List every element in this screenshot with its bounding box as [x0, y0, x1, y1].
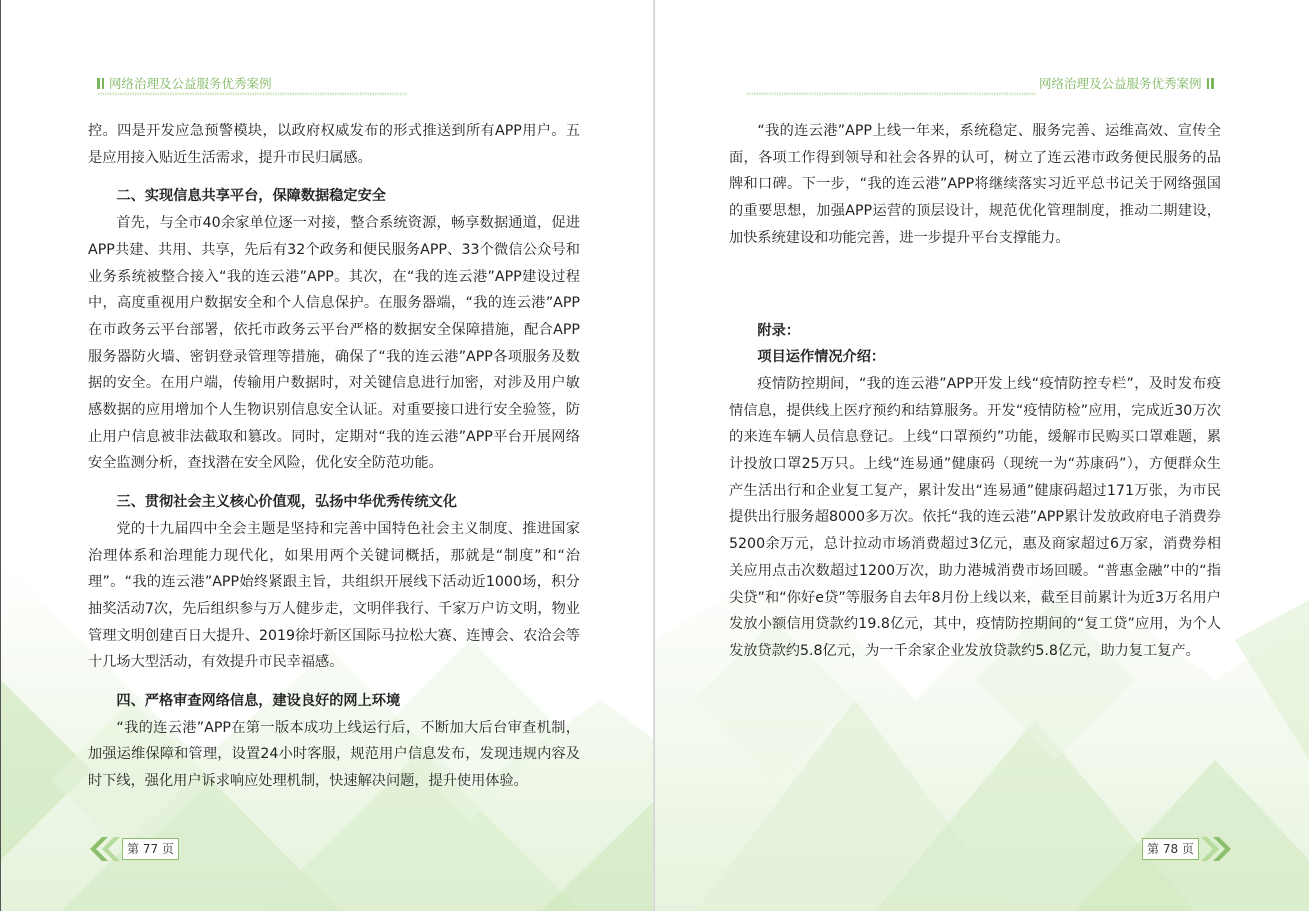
paragraph: “我的连云港”APP上线一年来，系统稳定、服务完善、运维高效、宣传全面，各项工作得到领导和社会各界的认可，树立了连云港市政务便民服务的品牌和口碑。下一步，“我的连云港”APP将继续落实习近平总书记关于网络强国的重要思想，加强APP运营的顶层设计，规范优化管理制度，推动二期建设，加快系统建设和功能完善，进一步提升平台支撑能力。 — [729, 123, 1221, 246]
right-body-text — [729, 118, 1221, 665]
paragraph: 控。四是开发应急预警模块，以政府权威发布的形式推送到所有APP用户。五是应用接入贴近生活需求，提升市民归属感。 — [88, 123, 580, 166]
appendix-label: 附录： — [757, 322, 800, 339]
header-bar-icon — [1211, 78, 1214, 89]
chevron-right-icon — [1199, 836, 1233, 862]
header-bar-icon — [97, 78, 100, 89]
page-number-left — [88, 836, 179, 862]
section-heading: 二、实现信息共享平台，保障数据稳定安全 — [116, 188, 386, 205]
header-dotted-rule: ›››››››››››››››››››››››››››››››››››››››››››››››››››››››››››››››››››››››››››››››››››››››››››››››››››››››››››››››››››››››››››› — [97, 92, 407, 96]
header-title: 网络治理及公益服务优秀案例 — [109, 76, 272, 91]
paragraph: 首先，与全市40余家单位逐一对接，整合系统资源，畅享数据通道，促进APP共建、共用、共享，先后有32个政务和便民服务APP、33个微信公众号和业务系统被整合接入“我的连云港”APP。其次，在“我的连云港”APP建设过程中，高度重视用户数据安全和个人信息保护。在服务器端，“我的连云港”APP在市政务云平台部署，依托市政务云平台严格的数据安全保障措施，配合APP服务器防火墙、密钥登录管理等措施，确保了“我的连云港”APP各项服务及数据的安全。在用户端，传输用户数据时，对关键信息进行加密，对涉及用户敏感数据的应用增加个人生物识别信息安全认证。对重要接口进行安全验签，防止用户信息被非法截取和篡改。同时，定期对“我的连云港”APP平台开展网络安全监测分析，查找潜在安全风险，优化安全防范功能。 — [88, 215, 580, 472]
left-body-text — [88, 118, 580, 795]
header-bar-icon — [102, 78, 104, 89]
page-number: 第 78 页 — [1142, 838, 1199, 860]
running-header — [1039, 74, 1214, 92]
section-heading: 四、严格审查网络信息，建设良好的网上环境 — [116, 693, 401, 710]
right-page — [655, 0, 1309, 911]
page-number-right — [1142, 836, 1233, 862]
running-header — [97, 74, 272, 92]
chevron-left-icon — [88, 836, 122, 862]
page-number: 第 77 页 — [122, 838, 179, 860]
paragraph: “我的连云港”APP在第一版本成功上线运行后，不断加大后台审查机制，加强运维保障和管理，设置24小时客服，规范用户信息发布，发现违规内容及时下线，强化用户诉求响应处理机制，快速解决问题，提升使用体验。 — [88, 719, 580, 790]
subsection-label: 项目运作情况介绍： — [757, 349, 886, 366]
paragraph: 疫情防控期间，“我的连云港”APP开发上线“疫情防控专栏”，及时发布疫情信息，提供线上医疗预约和结算服务。开发“疫情防检”应用，完成近30万次的来连车辆人员信息登记。上线“口罩预约”功能，缓解市民购买口罩难题，累计投放口罩25万只。上线“连易通”健康码（现统一为“苏康码”），方便群众生产生活出行和企业复工复产，累计发出“连易通”健康码超过171万张，为市民提供出行服务超8000多万次。依托“我的连云港”APP累计发放政府电子消费券5200余万元，总计拉动市场消费超过3亿元，惠及商家超过6万家，消费券相关应用点击次数超过1200万次，助力港城消费市场回暖。“普惠金融”中的“指尖贷”和“你好e贷”等服务自去年8月份上线以来，截至目前累计为近3万名用户发放小额信用贷款约19.8亿元，其中，疫情防控期间的“复工贷”应用，为个人发放贷款约5.8亿元，为一千余家企业发放贷款约5.8亿元，助力复工复产。 — [729, 375, 1221, 659]
header-bar-icon — [1207, 78, 1209, 89]
header-dotted-rule: ‹‹‹‹‹‹‹‹‹‹‹‹‹‹‹‹‹‹‹‹‹‹‹‹‹‹‹‹‹‹‹‹‹‹‹‹‹‹‹‹‹‹‹‹‹‹‹‹‹‹‹‹‹‹‹‹‹‹‹‹‹‹‹‹‹‹‹‹‹‹‹‹‹‹‹‹‹‹‹‹‹‹‹‹‹‹‹‹‹‹‹‹‹‹‹‹‹‹‹‹‹‹‹‹‹‹‹‹‹‹‹‹‹‹‹‹ — [746, 92, 1036, 96]
section-heading: 三、贯彻社会主义核心价值观，弘扬中华优秀传统文化 — [116, 494, 457, 511]
paragraph: 党的十九届四中全会主题是坚持和完善中国特色社会主义制度、推进国家治理体系和治理能力现代化，如果用两个关键词概括，那就是“制度”和“治理”。“我的连云港”APP始终紧跟主旨，共组织开展线下活动近1000场，积分抽奖活动7次，先后组织参与万人健步走，文明伴我行、千家万户访文明，物业管理文明创建百日大提升、2019徐圩新区国际马拉松大赛、连博会、农洽会等十几场大型活动，有效提升市民幸福感。 — [88, 520, 580, 671]
header-title: 网络治理及公益服务优秀案例 — [1039, 76, 1202, 91]
